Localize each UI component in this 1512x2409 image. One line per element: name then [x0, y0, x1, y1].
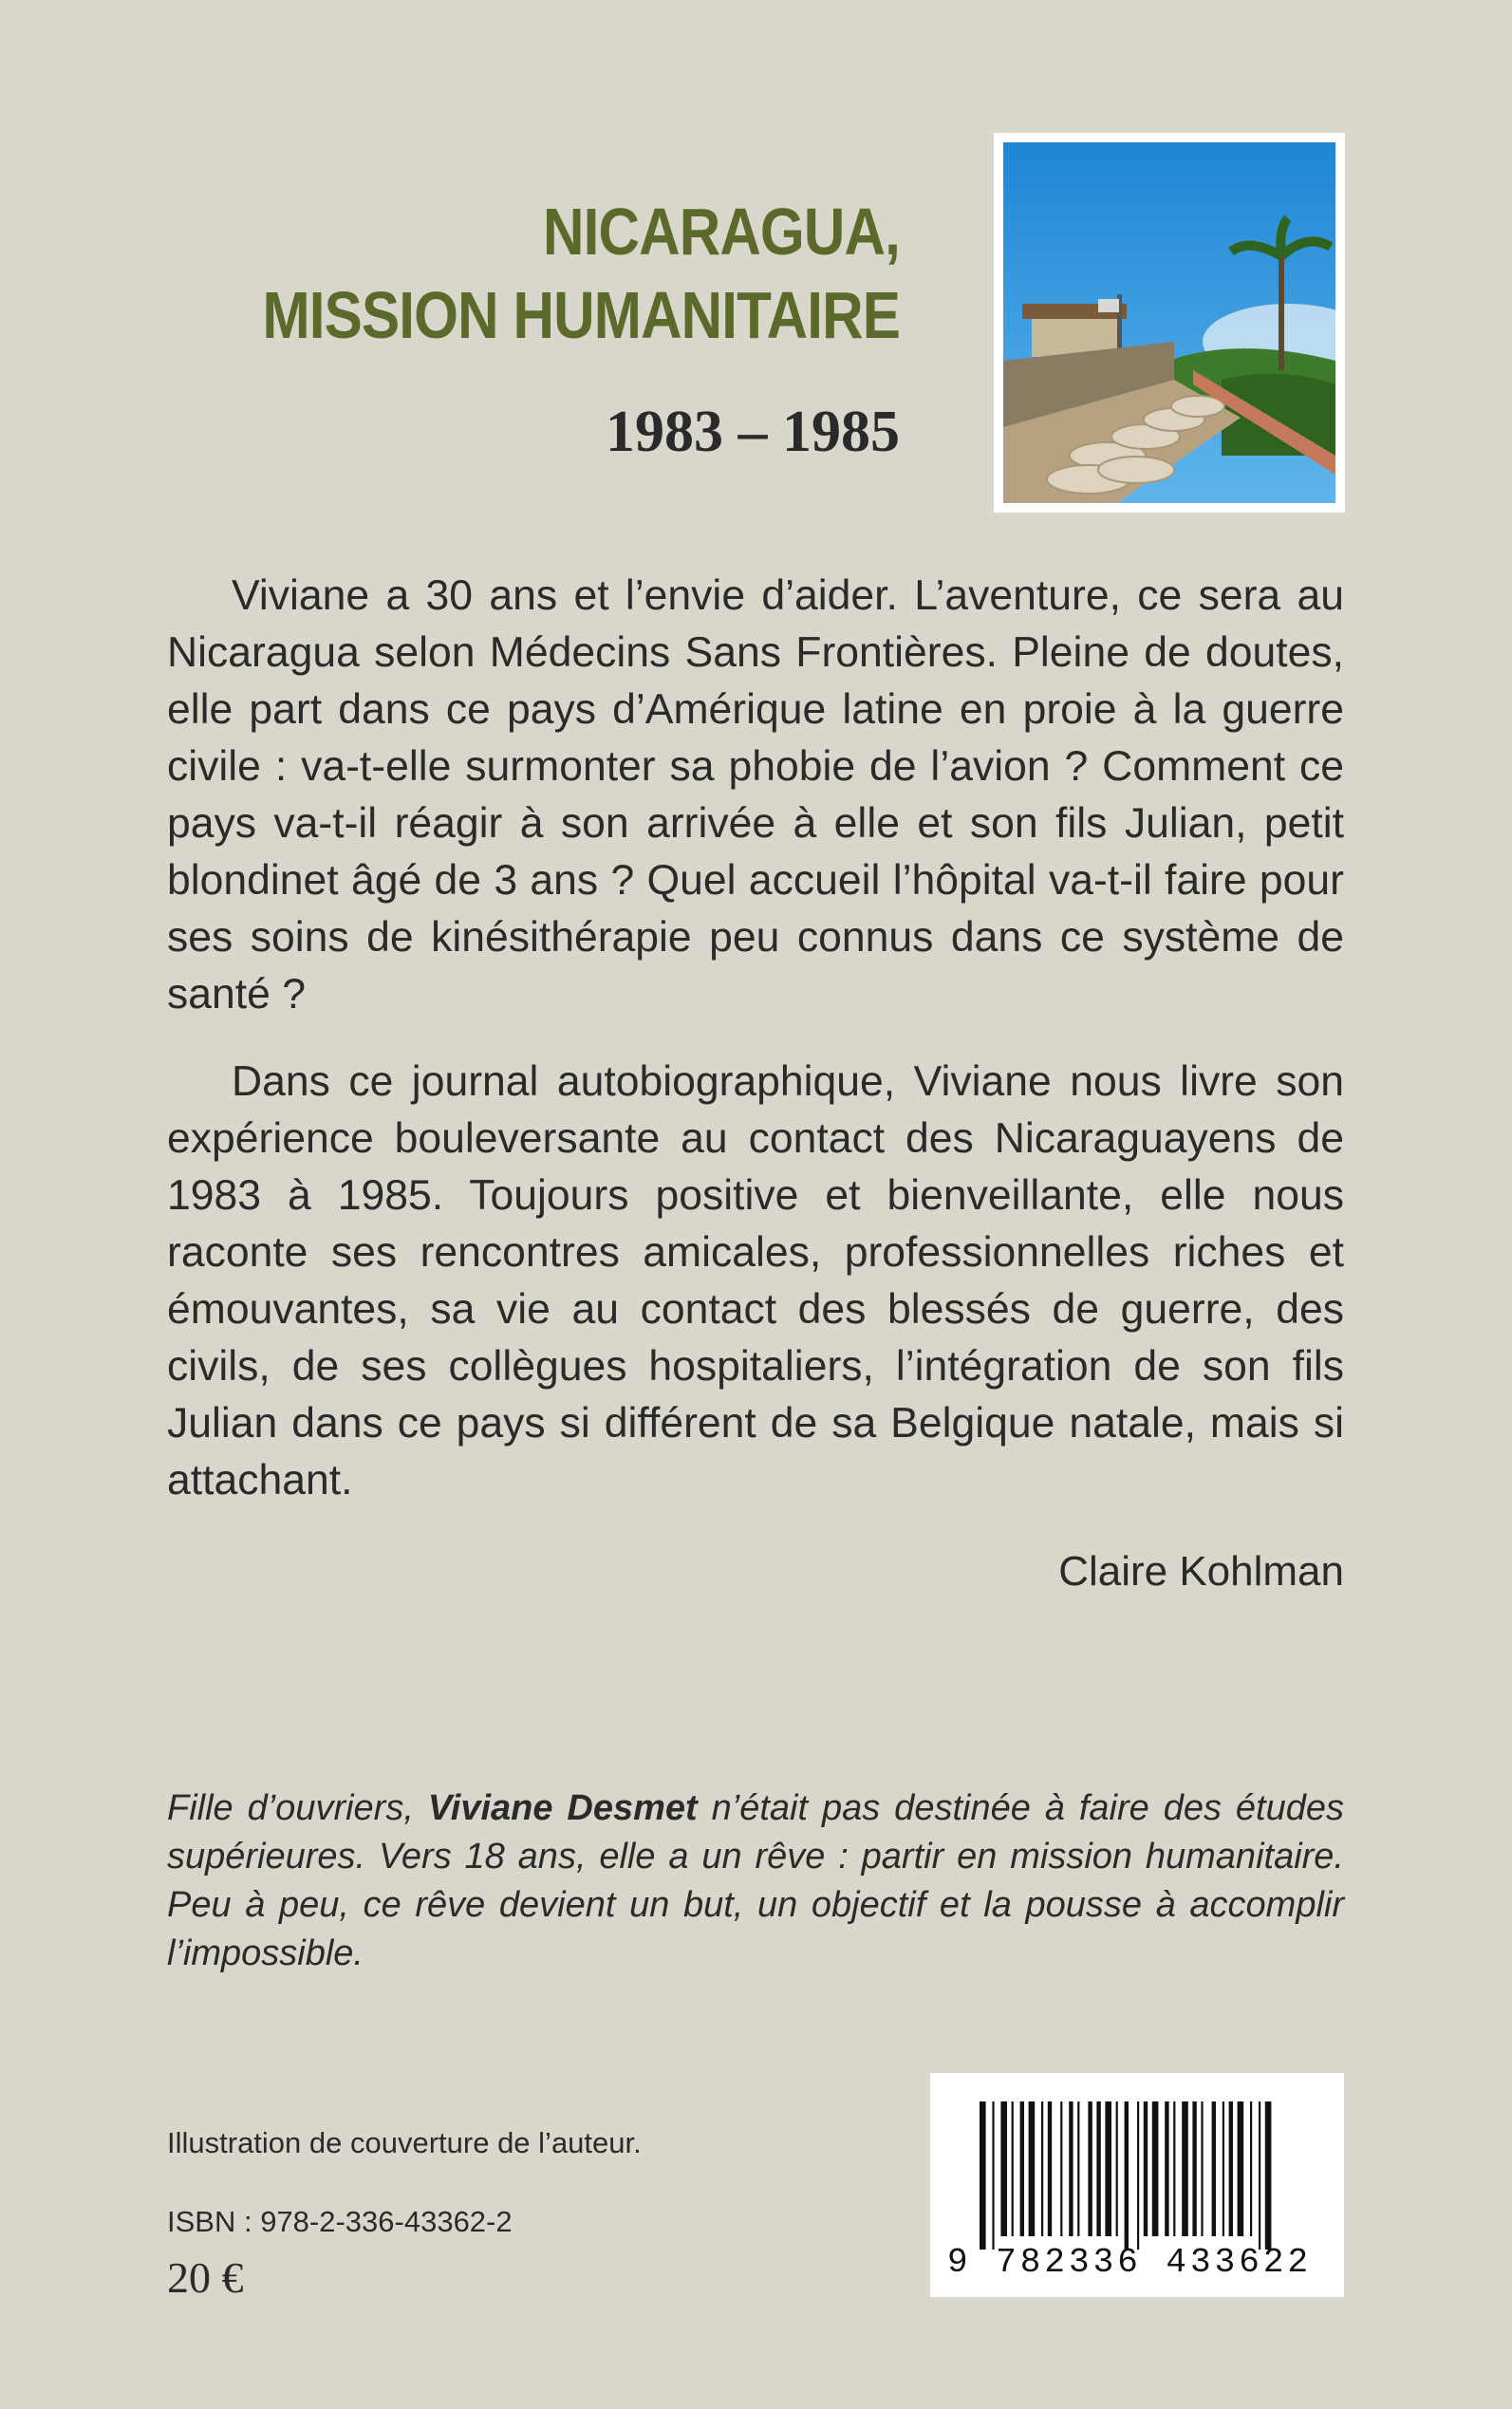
barcode-bar: [980, 2101, 986, 2250]
barcode-bar: [1165, 2101, 1168, 2236]
barcode-bar: [992, 2101, 994, 2250]
flag: [1098, 299, 1119, 312]
barcode-bars: [980, 2101, 1306, 2250]
barcode-bar: [1020, 2101, 1024, 2236]
price: 20 €: [167, 2253, 244, 2302]
barcode-bar: [1182, 2101, 1188, 2236]
barcode-bar: [1000, 2101, 1007, 2236]
barcode-bar: [1125, 2101, 1129, 2250]
barcode-bar: [1029, 2101, 1036, 2236]
barcode-digits: 9 782336 433622: [947, 2243, 1313, 2282]
barcode-bar: [1144, 2101, 1148, 2236]
barcode-bar: [1250, 2101, 1252, 2236]
barcode-bar: [1201, 2101, 1203, 2236]
trees: [1222, 374, 1335, 456]
barcode-bar: [1259, 2101, 1260, 2250]
summary-paragraph-2: Dans ce journal autobiographique, Viviane nous livre son expérience bouleversante au contact des Nicaraguayens de 1983 à 1985. Toujours positive et bienveillante, elle nous raconte ses rencontres amicales, professionnelles riches et émouvantes, sa vie au contact des blessés de guerre, des civils, de ses collègues hospitaliers, l’intégration de son fils Julian dans ce pays si différent de sa Belgique natale, mais si attachant.: [167, 1058, 1344, 1503]
photo-illustration: [1003, 142, 1335, 503]
barcode-bar: [1096, 2101, 1100, 2236]
palm-trunk: [1279, 256, 1284, 370]
barcode-bar: [1048, 2101, 1052, 2236]
barcode-bar: [1116, 2101, 1118, 2236]
barcode-bar: [1223, 2101, 1224, 2236]
barcode-bar: [1265, 2101, 1272, 2250]
barcode-bar: [1069, 2101, 1073, 2236]
summary-text: [167, 568, 1344, 1540]
barcode-bar: [1192, 2101, 1196, 2236]
barcode-bar: [1173, 2101, 1175, 2236]
barcode-bar: [1238, 2101, 1244, 2236]
barcode-bar: [1105, 2101, 1111, 2236]
barcode-bar: [1212, 2101, 1216, 2236]
barcode-bar: [1152, 2101, 1159, 2236]
cover-photo: [994, 133, 1345, 513]
barcode-bar: [1012, 2101, 1014, 2236]
bio-text: n’était pas destinée à faire des études supérieures. Vers 18 ans, elle a un rêve : partir en mission humanitaire. Peu à peu, ce rêve devient un but, un objectif et la pousse à accomplir l’impossible.: [167, 1788, 1344, 1973]
isbn: ISBN : 978-2-336-43362-2: [167, 2205, 513, 2238]
author-name: Viviane Desmet: [427, 1788, 698, 1828]
book-title: [231, 190, 900, 357]
barcode-bar: [1137, 2101, 1139, 2250]
title-line-2: MISSION HUMANITAIRE: [262, 278, 901, 352]
barcode-bar: [1077, 2101, 1079, 2236]
summary-signature: Claire Kohlman: [1058, 1548, 1344, 1595]
author-bio: [167, 1784, 1344, 1978]
title-line-1: NICARAGUA,: [542, 195, 900, 269]
barcode-bar: [1041, 2101, 1043, 2236]
bio-intro: Fille d’ouvriers,: [167, 1788, 428, 1828]
barcode-bar: [1229, 2101, 1233, 2236]
summary-paragraph-1: Viviane a 30 ans et l’envie d’aider. L’aventure, ce sera au Nicaragua selon Médecins Sans Frontières. Pleine de doutes, elle part dans ce pays d’Amérique latine en proie à la guerre civile : va-t-elle surmonter sa phobie de l’avion ? Comment ce pays va-t-il réagir à son arrivée à elle et son fils Julian, petit blondinet âgé de 3 ans ? Quel accueil l’hôpital va-t-il faire pour ses soins de kinésithérapie peu connus dans ce système de santé ?: [167, 572, 1344, 1018]
barcode-bar: [1060, 2101, 1062, 2236]
illustration-credit: Illustration de couverture de l’auteur.: [167, 2126, 642, 2159]
barcode: [930, 2073, 1344, 2297]
title-years: 1983 – 1985: [606, 400, 900, 464]
barcode-bar: [1088, 2101, 1092, 2236]
